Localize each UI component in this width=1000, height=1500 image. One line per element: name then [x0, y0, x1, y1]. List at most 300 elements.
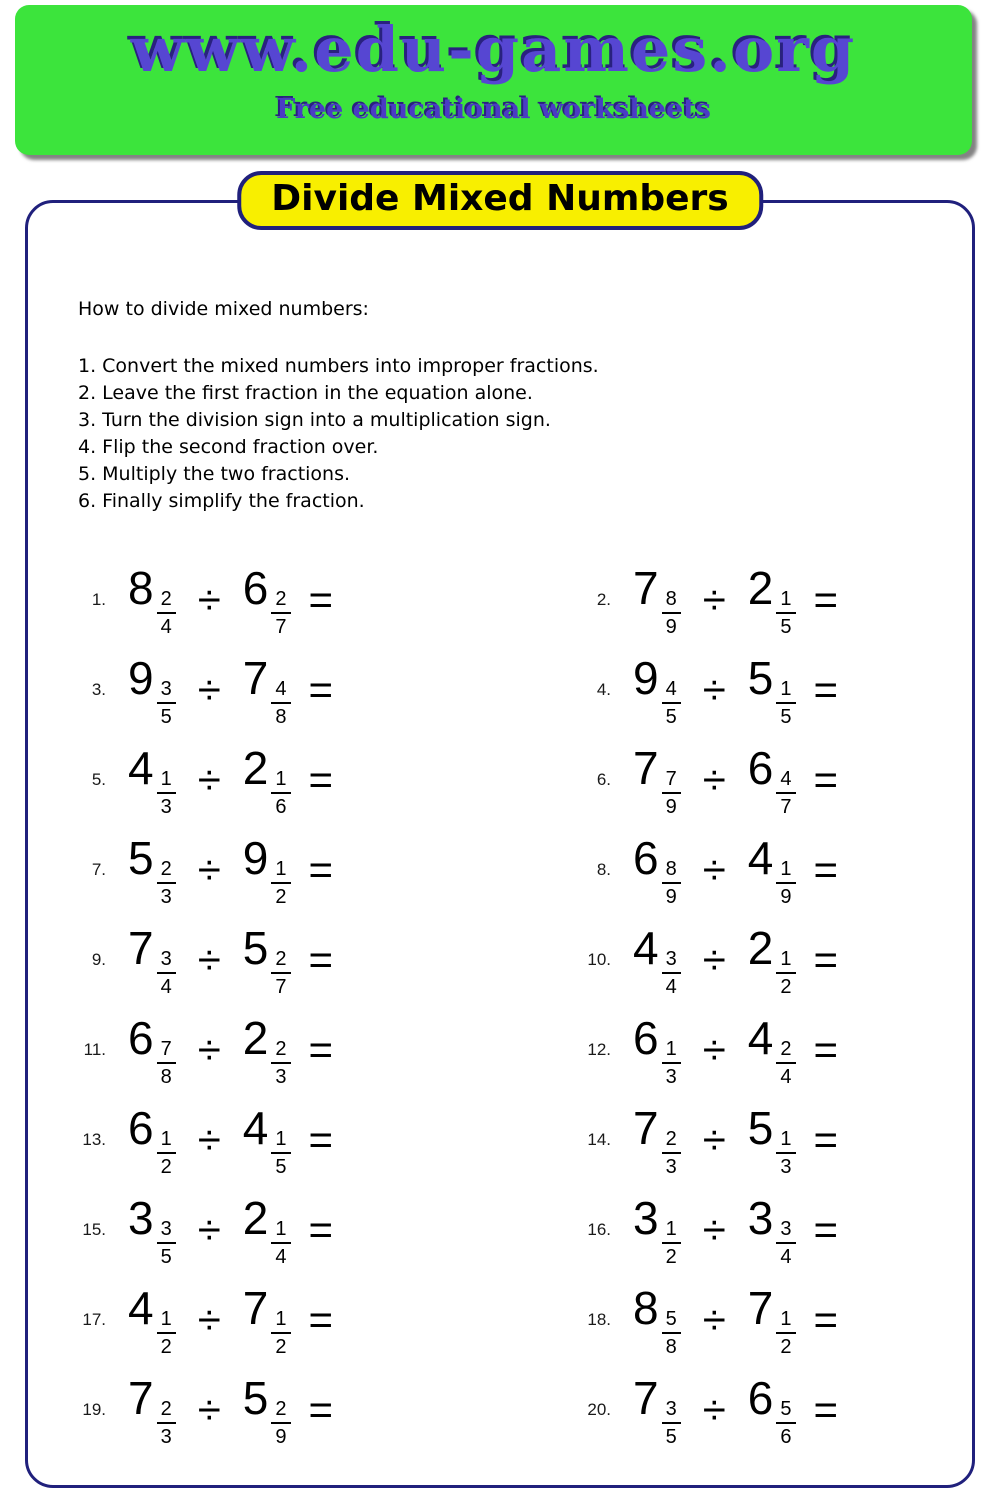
problem-number: 14. — [587, 1130, 611, 1149]
problem-expression — [128, 1371, 334, 1448]
first-whole: 6 — [633, 831, 659, 884]
second-numerator: 1 — [780, 1127, 792, 1150]
first-denominator: 2 — [157, 1332, 176, 1357]
second-mixed-number — [242, 1191, 291, 1268]
equals-sign: = — [308, 1116, 334, 1163]
problem-number: 19. — [82, 1400, 106, 1419]
problem-expression — [128, 1011, 334, 1088]
first-numerator: 3 — [160, 677, 172, 700]
first-numerator: 1 — [665, 1217, 677, 1240]
equals-sign: = — [308, 756, 334, 803]
equals-sign: = — [813, 1386, 839, 1433]
second-denominator: 2 — [776, 972, 795, 997]
first-whole: 7 — [633, 561, 659, 614]
problem-row — [46, 915, 551, 1005]
instruction-step: 5. Multiply the two fractions. — [78, 463, 351, 485]
first-fraction — [662, 1039, 681, 1087]
equals-sign: = — [813, 846, 839, 893]
division-sign: ÷ — [197, 1026, 221, 1073]
second-numerator: 4 — [780, 767, 792, 790]
second-whole: 6 — [242, 561, 269, 614]
first-fraction — [157, 1399, 176, 1447]
first-denominator: 5 — [157, 702, 176, 727]
second-whole: 4 — [747, 1011, 774, 1064]
problem-expression — [128, 831, 334, 908]
problem-number: 11. — [83, 1040, 106, 1059]
division-sign: ÷ — [702, 1386, 726, 1433]
equals-sign: = — [813, 666, 839, 713]
equals-sign: = — [813, 1026, 839, 1073]
first-numerator: 2 — [160, 587, 172, 610]
second-denominator: 9 — [271, 1422, 290, 1447]
problem-row — [46, 735, 551, 825]
second-mixed-number — [747, 1101, 796, 1178]
second-denominator: 3 — [271, 1062, 290, 1087]
second-fraction — [776, 1219, 795, 1267]
second-denominator: 4 — [271, 1242, 290, 1267]
second-denominator: 4 — [776, 1242, 795, 1267]
second-mixed-number — [242, 831, 291, 908]
first-fraction — [157, 1039, 176, 1087]
second-fraction — [776, 679, 795, 727]
second-fraction — [271, 1129, 290, 1177]
second-fraction — [776, 769, 795, 817]
first-mixed-number — [128, 1371, 176, 1448]
equals-sign: = — [813, 1296, 839, 1343]
second-mixed-number — [747, 921, 796, 998]
second-mixed-number — [747, 1281, 796, 1358]
problem-expression — [633, 1371, 839, 1448]
problem-number: 17. — [82, 1310, 106, 1329]
first-whole: 7 — [128, 1371, 154, 1424]
division-sign: ÷ — [197, 576, 221, 623]
second-denominator: 7 — [271, 612, 290, 637]
second-whole: 2 — [747, 561, 774, 614]
division-sign: ÷ — [197, 846, 221, 893]
second-whole: 7 — [747, 1281, 774, 1334]
first-denominator: 5 — [662, 1422, 681, 1447]
second-mixed-number — [242, 651, 291, 728]
second-numerator: 1 — [275, 1307, 287, 1330]
first-mixed-number — [633, 1281, 681, 1358]
first-numerator: 2 — [160, 1397, 172, 1420]
division-sign: ÷ — [702, 1026, 726, 1073]
problem-number: 7. — [91, 860, 106, 879]
first-numerator: 1 — [160, 1127, 172, 1150]
second-denominator: 7 — [776, 792, 795, 817]
instruction-step: 1. Convert the mixed numbers into improper fractions. — [78, 355, 599, 377]
problem-row — [551, 645, 981, 735]
second-numerator: 2 — [275, 1397, 287, 1420]
second-fraction — [271, 1309, 290, 1357]
first-fraction — [157, 1219, 176, 1267]
problem-expression — [633, 1101, 839, 1178]
first-whole: 4 — [128, 741, 154, 794]
second-whole: 6 — [747, 741, 774, 794]
first-denominator: 2 — [662, 1242, 681, 1267]
first-numerator: 2 — [160, 857, 172, 880]
problem-row — [551, 825, 981, 915]
first-mixed-number — [633, 561, 681, 638]
second-denominator: 7 — [271, 972, 290, 997]
second-fraction — [271, 949, 290, 997]
first-numerator: 1 — [160, 1307, 172, 1330]
second-fraction — [271, 1039, 290, 1087]
second-denominator: 5 — [776, 612, 795, 637]
first-whole: 8 — [128, 561, 154, 614]
problem-row — [551, 915, 981, 1005]
first-fraction — [662, 1129, 681, 1177]
first-fraction — [662, 589, 681, 637]
first-mixed-number — [128, 1011, 176, 1088]
second-denominator: 8 — [271, 702, 290, 727]
problem-number: 1. — [91, 590, 106, 609]
second-numerator: 1 — [275, 767, 287, 790]
first-denominator: 3 — [662, 1062, 681, 1087]
division-sign: ÷ — [702, 1116, 726, 1163]
first-numerator: 3 — [160, 1217, 172, 1240]
first-whole: 7 — [128, 921, 154, 974]
first-whole: 7 — [633, 1371, 659, 1424]
problem-number: 5. — [91, 770, 106, 789]
problem-number: 8. — [596, 860, 611, 879]
division-sign: ÷ — [197, 1296, 221, 1343]
first-fraction — [157, 949, 176, 997]
problem-number: 20. — [587, 1400, 611, 1419]
first-fraction — [157, 679, 176, 727]
first-whole: 7 — [633, 741, 659, 794]
first-denominator: 4 — [662, 972, 681, 997]
first-numerator: 7 — [160, 1037, 172, 1060]
first-mixed-number — [633, 741, 681, 818]
instructions-heading: How to divide mixed numbers: — [78, 298, 369, 320]
first-numerator: 7 — [665, 767, 677, 790]
second-mixed-number — [242, 741, 291, 818]
second-fraction — [776, 1399, 795, 1447]
first-fraction — [157, 589, 176, 637]
first-denominator: 3 — [157, 792, 176, 817]
equals-sign: = — [813, 1116, 839, 1163]
problem-number: 6. — [596, 770, 611, 789]
second-fraction — [271, 1219, 290, 1267]
division-sign: ÷ — [197, 1386, 221, 1433]
second-whole: 5 — [242, 1371, 269, 1424]
second-mixed-number — [747, 741, 796, 818]
first-fraction — [157, 769, 176, 817]
site-title: www.edu-games.org — [130, 13, 857, 86]
second-denominator: 2 — [271, 882, 290, 907]
first-numerator: 8 — [665, 587, 677, 610]
instruction-step: 2. Leave the first fraction in the equation alone. — [78, 382, 533, 404]
second-numerator: 1 — [780, 857, 792, 880]
second-whole: 2 — [747, 921, 774, 974]
instruction-step: 6. Finally simplify the fraction. — [78, 490, 365, 512]
second-whole: 7 — [242, 1281, 269, 1334]
second-numerator: 1 — [780, 587, 792, 610]
problem-expression — [633, 561, 839, 638]
second-denominator: 5 — [776, 702, 795, 727]
first-fraction — [157, 1309, 176, 1357]
equals-sign: = — [308, 1206, 334, 1253]
second-whole: 2 — [242, 1011, 269, 1064]
first-mixed-number — [633, 1011, 681, 1088]
second-fraction — [776, 1039, 795, 1087]
problem-row — [46, 1185, 551, 1275]
first-whole: 8 — [633, 1281, 659, 1334]
second-whole: 9 — [242, 831, 269, 884]
problem-expression — [633, 921, 839, 998]
first-mixed-number — [633, 1371, 681, 1448]
problem-expression — [128, 921, 334, 998]
first-mixed-number — [128, 561, 176, 638]
equals-sign: = — [308, 666, 334, 713]
second-whole: 5 — [747, 1101, 774, 1154]
problem-expression — [633, 1191, 839, 1268]
second-whole: 2 — [242, 741, 269, 794]
first-numerator: 8 — [665, 857, 677, 880]
second-denominator: 4 — [776, 1062, 795, 1087]
problem-row — [551, 1005, 981, 1095]
problem-row — [551, 735, 981, 825]
first-fraction — [662, 859, 681, 907]
first-fraction — [662, 769, 681, 817]
problem-expression — [128, 561, 334, 638]
second-denominator: 3 — [776, 1152, 795, 1177]
problem-number: 16. — [587, 1220, 611, 1239]
site-tagline: Free educational worksheets — [276, 94, 711, 126]
first-mixed-number — [633, 831, 681, 908]
problem-row — [551, 555, 981, 645]
second-fraction — [271, 859, 290, 907]
equals-sign: = — [308, 1026, 334, 1073]
first-fraction — [157, 1129, 176, 1177]
division-sign: ÷ — [702, 1206, 726, 1253]
first-numerator: 4 — [665, 677, 677, 700]
problem-number: 18. — [587, 1310, 611, 1329]
problem-row — [46, 555, 551, 645]
problem-row — [46, 1095, 551, 1185]
equals-sign: = — [813, 576, 839, 623]
instructions-block — [78, 298, 972, 515]
second-mixed-number — [747, 561, 796, 638]
instruction-step: 3. Turn the division sign into a multiplication sign. — [78, 409, 551, 431]
first-denominator: 3 — [157, 882, 176, 907]
worksheet-panel — [25, 200, 975, 1488]
equals-sign: = — [813, 936, 839, 983]
second-mixed-number — [747, 1011, 796, 1088]
problem-number: 13. — [82, 1130, 106, 1149]
second-whole: 4 — [747, 831, 774, 884]
second-numerator: 1 — [780, 677, 792, 700]
problem-number: 2. — [596, 590, 611, 609]
division-sign: ÷ — [197, 666, 221, 713]
worksheet-title: Divide Mixed Numbers — [271, 178, 729, 219]
problem-number: 4. — [596, 680, 611, 699]
division-sign: ÷ — [702, 1296, 726, 1343]
problem-row — [551, 1275, 981, 1365]
second-mixed-number — [747, 831, 796, 908]
second-numerator: 1 — [780, 1307, 792, 1330]
second-fraction — [776, 859, 795, 907]
first-numerator: 3 — [665, 1397, 677, 1420]
equals-sign: = — [308, 936, 334, 983]
problem-row — [46, 1365, 551, 1455]
division-sign: ÷ — [702, 936, 726, 983]
second-mixed-number — [242, 561, 291, 638]
second-mixed-number — [242, 1101, 291, 1178]
second-whole: 7 — [242, 651, 269, 704]
division-sign: ÷ — [702, 756, 726, 803]
first-numerator: 1 — [665, 1037, 677, 1060]
problem-row — [551, 1365, 981, 1455]
second-fraction — [271, 1399, 290, 1447]
problem-expression — [128, 741, 334, 818]
first-whole: 7 — [633, 1101, 659, 1154]
second-fraction — [776, 1309, 795, 1357]
second-numerator: 1 — [780, 947, 792, 970]
second-fraction — [271, 589, 290, 637]
second-mixed-number — [242, 1011, 291, 1088]
second-numerator: 2 — [275, 947, 287, 970]
first-denominator: 3 — [662, 1152, 681, 1177]
first-whole: 4 — [128, 1281, 154, 1334]
second-whole: 2 — [242, 1191, 269, 1244]
first-denominator: 5 — [662, 702, 681, 727]
second-mixed-number — [242, 1371, 291, 1448]
problems-grid — [46, 555, 972, 1455]
first-mixed-number — [128, 831, 176, 908]
first-mixed-number — [128, 921, 176, 998]
first-numerator: 3 — [160, 947, 172, 970]
first-denominator: 8 — [157, 1062, 176, 1087]
first-fraction — [662, 1219, 681, 1267]
first-denominator: 8 — [662, 1332, 681, 1357]
second-denominator: 5 — [271, 1152, 290, 1177]
first-denominator: 4 — [157, 612, 176, 637]
second-whole: 3 — [747, 1191, 774, 1244]
problem-row — [551, 1095, 981, 1185]
first-mixed-number — [633, 921, 681, 998]
first-denominator: 9 — [662, 612, 681, 637]
worksheet-title-badge — [237, 171, 763, 230]
first-whole: 9 — [633, 651, 659, 704]
second-fraction — [776, 949, 795, 997]
problem-row — [46, 645, 551, 735]
first-whole: 5 — [128, 831, 154, 884]
second-numerator: 4 — [275, 677, 287, 700]
first-denominator: 2 — [157, 1152, 176, 1177]
equals-sign: = — [813, 756, 839, 803]
division-sign: ÷ — [197, 1206, 221, 1253]
first-fraction — [662, 1399, 681, 1447]
problem-expression — [633, 741, 839, 818]
first-whole: 6 — [633, 1011, 659, 1064]
first-mixed-number — [128, 1101, 176, 1178]
problem-number: 9. — [91, 950, 106, 969]
problem-number: 15. — [82, 1220, 106, 1239]
second-denominator: 6 — [271, 792, 290, 817]
first-mixed-number — [128, 1281, 176, 1358]
second-denominator: 6 — [776, 1422, 795, 1447]
second-mixed-number — [242, 1281, 291, 1358]
first-mixed-number — [633, 1191, 681, 1268]
division-sign: ÷ — [197, 936, 221, 983]
first-numerator: 5 — [665, 1307, 677, 1330]
second-whole: 5 — [242, 921, 269, 974]
first-fraction — [662, 949, 681, 997]
first-mixed-number — [633, 651, 681, 728]
second-numerator: 2 — [275, 587, 287, 610]
second-denominator: 2 — [776, 1332, 795, 1357]
problem-number: 12. — [587, 1040, 611, 1059]
second-fraction — [776, 1129, 795, 1177]
first-whole: 6 — [128, 1101, 154, 1154]
second-whole: 6 — [747, 1371, 774, 1424]
problem-expression — [128, 1281, 334, 1358]
equals-sign: = — [308, 846, 334, 893]
first-mixed-number — [128, 741, 176, 818]
problem-number: 10. — [587, 950, 611, 969]
second-fraction — [271, 769, 290, 817]
equals-sign: = — [308, 1296, 334, 1343]
second-numerator: 3 — [780, 1217, 792, 1240]
second-fraction — [271, 679, 290, 727]
equals-sign: = — [308, 576, 334, 623]
problem-expression — [128, 1191, 334, 1268]
division-sign: ÷ — [197, 1116, 221, 1163]
division-sign: ÷ — [702, 666, 726, 713]
problem-row — [46, 1275, 551, 1365]
second-mixed-number — [747, 1191, 796, 1268]
problem-expression — [128, 1101, 334, 1178]
first-fraction — [662, 679, 681, 727]
first-fraction — [662, 1309, 681, 1357]
instructions-list — [78, 353, 972, 515]
first-denominator: 4 — [157, 972, 176, 997]
second-mixed-number — [747, 1371, 796, 1448]
first-numerator: 2 — [665, 1127, 677, 1150]
problem-expression — [633, 651, 839, 728]
first-whole: 3 — [633, 1191, 659, 1244]
second-mixed-number — [747, 651, 796, 728]
first-whole: 4 — [633, 921, 659, 974]
equals-sign: = — [308, 1386, 334, 1433]
instruction-step: 4. Flip the second fraction over. — [78, 436, 379, 458]
second-numerator: 2 — [780, 1037, 792, 1060]
second-mixed-number — [242, 921, 291, 998]
first-denominator: 9 — [662, 792, 681, 817]
first-numerator: 1 — [160, 767, 172, 790]
problem-expression — [128, 651, 334, 728]
first-mixed-number — [128, 1191, 176, 1268]
equals-sign: = — [813, 1206, 839, 1253]
division-sign: ÷ — [702, 576, 726, 623]
second-numerator: 2 — [275, 1037, 287, 1060]
problem-expression — [633, 831, 839, 908]
first-whole: 6 — [128, 1011, 154, 1064]
site-header — [15, 5, 972, 155]
division-sign: ÷ — [702, 846, 726, 893]
second-fraction — [776, 589, 795, 637]
second-whole: 5 — [747, 651, 774, 704]
problem-number: 3. — [91, 680, 106, 699]
first-whole: 9 — [128, 651, 154, 704]
first-denominator: 3 — [157, 1422, 176, 1447]
problem-row — [46, 825, 551, 915]
second-numerator: 1 — [275, 857, 287, 880]
second-whole: 4 — [242, 1101, 269, 1154]
problem-expression — [633, 1281, 839, 1358]
